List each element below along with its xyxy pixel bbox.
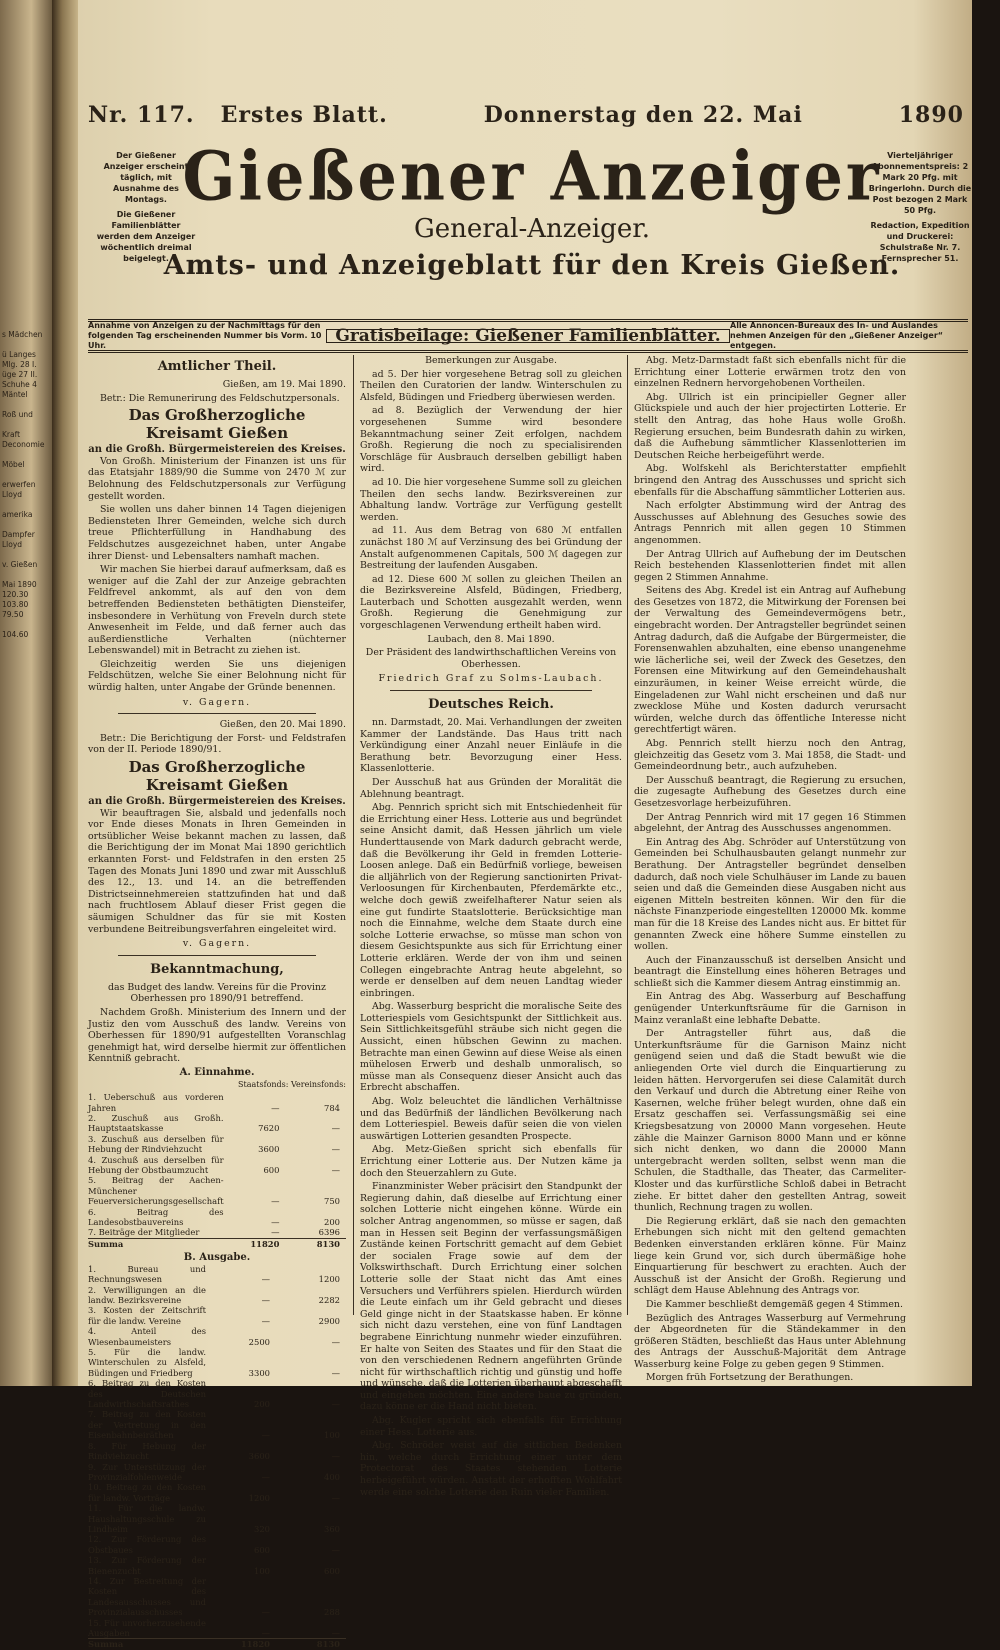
debate-paragraph: Der Antrag Pennrich wird mit 17 gegen 16 Stimmen abgelehnt, der Antrag des Ausschusses angenommen. xyxy=(634,811,906,835)
budget-row xyxy=(88,1155,346,1176)
budget-column-headers: Staatsfonds: Vereinsfonds: xyxy=(238,1079,346,1089)
article2-signature: v. Gagern. xyxy=(182,938,252,950)
budget-state-fund: — xyxy=(261,1628,270,1638)
article1-date: Gießen, am 19. Mai 1890. xyxy=(222,379,346,390)
budget-club-fund: 2900 xyxy=(318,1315,340,1326)
budget-state-fund: 200 xyxy=(254,1399,270,1410)
left-note-2: Die Gießener Familienblätter werden dem Anzeiger wöchentlich dreimal beigelegt. xyxy=(96,210,196,263)
article1-paragraph: Sie wollen uns daher binnen 14 Tagen diejenigen Bediensteten Ihrer Gemeinden, welche sich durch treue Pflichterfüllung in Handhabung des Feldschutzes ausgezeichnet haben, unter Angabe ihrer Dienst- und Lebensalters namhaft machen. xyxy=(88,504,346,562)
budget-item-label: 5. Für die landw. Winterschulen zu Alsfeld, Büdingen und Friedberg xyxy=(88,1347,206,1378)
budget-row xyxy=(88,1462,346,1483)
debate-paragraph: Abg. Ullrich ist ein principieller Gegner aller Glückspiele und auch der hier projectirten Lotterie. Er stellt den Antrag, das hohe Haus wolle Großh. Regierung ersuchen, beim Bundesrath dahin zu wirken, daß die Aufhebung sämmtlicher Klassenlotterien im Deutschen Reiche herbeigeführt werde. xyxy=(634,391,906,461)
right-note-1: Vierteljähriger Abonnementspreis: 2 Mark 20 Pfg. mit Bringerlohn. Durch die Post bezogen 2 Mark 50 Pfg. xyxy=(868,151,972,215)
article1-heading: Das Großherzogliche Kreisamt Gießen xyxy=(128,406,306,443)
budget-club-fund: 8130 xyxy=(276,1639,346,1650)
budget-state-fund: 3600 xyxy=(258,1144,280,1155)
budget-state-fund: — xyxy=(261,1430,270,1441)
article1-paragraph: Wir machen Sie hierbei darauf aufmerksam, daß es weniger auf die Zahl der zur Anzeige gebrachten Feldfrevel ankommt, als auf den von dem betreffenden Bediensteten bethätigten Diensteifer, insbesondere in Verhütung von Freveln durch stete Anwesenheit im Felde, und daß ferner auch das außerdienstliche Verhalten (nüchterner Lebenswandel) mit in Betracht zu ziehen ist. xyxy=(88,564,346,657)
info-bar xyxy=(88,319,968,353)
budget-club-fund: 8130 xyxy=(285,1238,346,1249)
budget-row xyxy=(88,1482,346,1503)
budget-state-fund: 100 xyxy=(254,1565,270,1576)
budget-row xyxy=(88,1264,346,1285)
budget-club-fund: 400 xyxy=(324,1471,340,1482)
left-note-1: Der Gießener Anzeiger erscheint täglich, mit Ausnahme des Montags. xyxy=(103,151,189,204)
budget-item-label: 9. Zur Unterstützung der Provinzialfohlenweide xyxy=(88,1461,206,1482)
reich-paragraph: Abg. Wasserburg bespricht die moralische Seite des Lotteriespiels vom Gesichtspunkt der Sittlichkeit aus. Sein Sittlichkeitsgefühl sträube sich nicht gegen die Aussicht, einen hübschen Gewinn zu machen. Betrachte man einen Gewinn auf diese Weise als einen mühelosen Erwerb und deshalb unmoralisch, so müsse man als Consequenz dieser Ansicht auch das Erbrecht abschaffen. xyxy=(360,1001,622,1094)
newspaper-title: Gießener Anzeiger xyxy=(182,137,882,216)
debate-paragraph: Der Antragsteller führt aus, daß die Unterkunftsräume für die Garnison Mainz nicht genügend seien und daß die Stadt bewußt wie die anliegenden Orte viel durch die Einquartierung zu leiden hätten. Hervorgerufen sei diese Calamität durch den Verkauf und durch die Abtretung einer Reihe von Kasernen, welche früher belegt wurden, ohne daß ein Ersatz geschaffen sei. Verfassungsmäßig sei eine Kriegsbesatzung von 20000 Mann vorgesehen. Heute zähle die Mainzer Garnison 8000 Mann und er könne sich nicht denken, wo dann die 20000 Mann untergebracht werden sollten, selbst wenn man die Schulen, die Stadthalle, das Theater, das Carmeliter-Kloster und das kurfürstliche Schloß dabei in Betracht ziehe. Er bittet daher den gestellten Antrag, soweit thunlich, Rechnung tragen zu wollen. xyxy=(634,1028,906,1214)
budget-row xyxy=(88,1207,346,1228)
budget-item-label: 12. Zur Förderung des Obstbaues xyxy=(88,1534,206,1555)
budget-row xyxy=(88,1347,346,1378)
column-1 xyxy=(88,355,346,1650)
newspaper-subtitle: General-Anzeiger. xyxy=(413,214,651,244)
budget-club-fund: 1200 xyxy=(318,1274,340,1285)
budget-state-fund: — xyxy=(261,1471,270,1482)
official-section-heading: Amtlicher Theil. xyxy=(157,359,277,374)
budget-row xyxy=(88,1534,346,1555)
budget-state-fund: — xyxy=(271,1216,280,1227)
debate-paragraph: Die Regierung erklärt, daß sie nach den gemachten Erhebungen sich nicht mit den geltend gemachten Bedenken einverstanden erklären könne. Für Mainz liege kein Grund vor, sich durch übermäßige hohe Einquartierung für beschwert zu erachten. Auch der Ausschuß ist der Ansicht der Großh. Regierung und schlägt dem Hause Ablehnung des Antrags vor. xyxy=(634,1215,906,1297)
article1-subheading: an die Großh. Bürgermeistereien des Kreises. xyxy=(88,444,346,456)
masthead-line xyxy=(88,95,976,135)
budget-state-fund: — xyxy=(271,1227,280,1238)
budget-club-fund: 2282 xyxy=(318,1295,340,1305)
reich-paragraph: Abg. Wolz beleuchtet die ländlichen Verhältnisse und das Bedürfniß der ländlichen Bevölkerung nach dem Lotteriespiel. Beweis dafür seien die von vielen auswärtigen Lotterien gesandten Prospecte. xyxy=(360,1096,622,1142)
ad-deadline-note: Annahme von Anzeigen zu der Nachmittags für den folgenden Tag erscheinenden Nummer bis Vorm. 10 Uhr. xyxy=(88,321,322,350)
budget-item-label: 13. Zur Förderung der Bienenzucht xyxy=(88,1555,206,1576)
remarks-heading: Bemerkungen zur Ausgabe. xyxy=(425,355,557,366)
budget-sum-row xyxy=(88,1238,346,1249)
announcement-paragraph: Nachdem Großh. Ministerium des Innern und der Justiz den vom Ausschuß des landw. Vereins von Oberhessen für 1890/91 aufgestellten Voranschlag genehmigt hat, wird derselbe hiermit zur öffentlichen Kenntniß gebracht. xyxy=(88,1006,346,1065)
budget-state-fund: — xyxy=(261,1295,270,1305)
budget-item-label: 14. Zur Bestreitung der Kosten des Landesausschusses und Provinzialausschusses xyxy=(88,1575,206,1618)
budget-club-fund: — xyxy=(331,1123,340,1134)
debate-paragraph: Der Ausschuß beantragt, die Regierung zu ersuchen, die zugesagte Aufhebung des Gesetzes durch eine Gesetzesvorlage herbeizuführen. xyxy=(634,774,906,809)
budget-club-fund: — xyxy=(331,1628,340,1638)
column-rule-1 xyxy=(353,355,354,1315)
budget-item-label: 6. Beitrag zu den Kosten des Deutschen Landwirthschaftsrathes xyxy=(88,1378,206,1410)
remarks-signature: Friedrich Graf zu Solms-Laubach. xyxy=(378,673,604,685)
article1-paragraph: Von Großh. Ministerium der Finanzen ist uns für das Etatsjahr 1889/90 die Summe von 2470 ℳ zur Belohnung des Feldschutzpersonals zur Verfügung gestellt worden. xyxy=(88,455,346,502)
budget-club-fund: 288 xyxy=(324,1607,340,1618)
income-table xyxy=(88,1092,346,1249)
budget-item-label: Summa xyxy=(88,1639,206,1650)
budget-club-fund: 100 xyxy=(324,1430,340,1441)
budget-state-fund: 7620 xyxy=(258,1123,280,1134)
budget-row xyxy=(88,1618,346,1639)
budget-club-fund: 200 xyxy=(324,1216,340,1227)
budget-state-fund: 2500 xyxy=(248,1336,270,1347)
reich-paragraph: nn. Darmstadt, 20. Mai. Verhandlungen der zweiten Kammer der Landstände. Das Haus tritt nach Verkündigung einer Anzahl neuer Einläufe in die Berathung betr. Bevorzugung einer Hess. Klassenlotterie. xyxy=(360,717,622,775)
issue-number: Nr. 117. xyxy=(88,102,195,128)
reich-paragraph: Abg. Kugler spricht sich ebenfalls für Errichtung einer Hess. Lotterie aus. xyxy=(360,1415,622,1438)
reich-section-heading: Deutsches Reich. xyxy=(428,697,554,713)
debate-paragraph: Auch der Finanzausschuß ist derselben Ansicht und beantragt die Einstellung eines höheren Betrages und schließt sich die Kammer diesem Antrag einstimmig an. xyxy=(634,954,906,989)
article2-date: Gießen, den 20. Mai 1890. xyxy=(219,719,346,731)
budget-row xyxy=(88,1576,346,1618)
sheet-label: Erstes Blatt. xyxy=(220,102,388,128)
remarks-date: Laubach, den 8. Mai 1890. xyxy=(427,633,555,645)
newspaper-page xyxy=(78,0,986,1650)
book-gutter xyxy=(52,0,78,1386)
expense-table xyxy=(88,1264,346,1650)
budget-row xyxy=(88,1134,346,1155)
budget-item-label: 7. Beiträge der Mitglieder xyxy=(88,1227,200,1238)
budget-club-fund: — xyxy=(331,1492,340,1503)
reich-paragraph: Abg. Metz-Gießen spricht sich ebenfalls für Errichtung einer Lotterie aus. Der Nutzen käme ja doch den Steuerzahlern zu Gute. xyxy=(360,1144,622,1179)
column-rule-2 xyxy=(627,355,628,1315)
article2-heading: Das Großherzogliche Kreisamt Gießen xyxy=(128,758,306,795)
left-page-fragments: s Mädchen ü Langes Mlg. 28 I. üge 27 II. Schuhe 4 Mäntel Roß und Kraft Deconomie Möbel erwerfen Lloyd amerika Dampfer Lloyd v. Gießen Mai 1890 120.30 103.80 79.50 104.60 xyxy=(2,330,45,639)
announcement-subheading: das Budget des landw. Vereins für die Provinz Oberhessen pro 1890/91 betreffend. xyxy=(108,981,326,1005)
budget-item-label: 3. Zuschuß aus derselben für Hebung der Rindviehzucht xyxy=(88,1133,224,1155)
debate-paragraph: Bezüglich des Antrages Wasserburg auf Vermehrung der Abgeordneten für die Ständekammer in den größeren Städten, beschließt das Haus unter Ablehnung des Antrags der Ausschuß-Majorität dem Antrage Wasserburg keine Folge zu geben gegen 9 Stimmen. xyxy=(634,1312,906,1370)
article1-subject: Betr.: Die Remunerirung des Feldschutzpersonals. xyxy=(100,392,340,404)
budget-item-label: 4. Anteil des Wiesenbaumeisters xyxy=(88,1326,206,1347)
budget-row xyxy=(88,1227,346,1238)
income-section-heading: A. Einnahme. xyxy=(179,1066,255,1078)
debate-paragraph: Abg. Pennrich stellt hierzu noch den Antrag, gleichzeitig das Gesetz vom 3. Mai 1858, die Stadt- und Gemeindeordnung betr., auch aufzuheben. xyxy=(634,738,906,773)
budget-state-fund: 11820 xyxy=(206,1639,276,1650)
budget-state-fund: 3600 xyxy=(248,1451,270,1462)
budget-state-fund: 320 xyxy=(254,1523,270,1534)
right-note-2: Redaction, Expedition und Druckerei: Schulstraße Nr. 7. Fernsprecher 51. xyxy=(870,221,970,263)
budget-club-fund: — xyxy=(331,1367,340,1378)
budget-row xyxy=(88,1503,346,1534)
budget-club-fund: — xyxy=(331,1544,340,1555)
budget-item-label: 10. Beitrag zu den Kosten für landw. Vorträge xyxy=(88,1482,206,1503)
remark-paragraph: ad 5. Der hier vorgesehene Betrag soll zu gleichen Theilen den Curatorien der landw. Winterschulen zu Alsfeld, Büdingen und Friedberg überwiesen werden. xyxy=(360,368,622,403)
expense-section-heading: B. Ausgabe. xyxy=(183,1252,251,1264)
budget-state-fund: — xyxy=(261,1274,270,1285)
separator xyxy=(390,690,592,691)
budget-club-fund: 600 xyxy=(324,1565,340,1576)
article1-paragraph: Gleichzeitig werden Sie uns diejenigen Feldschützen, welche Sie einer Belohnung nicht für würdig halten, unter Angabe der Gründe benennen. xyxy=(88,658,346,694)
debate-paragraph: Ein Antrag des Abg. Wasserburg auf Beschaffung genügender Unterkunftsräume für die Garnison in Mainz veranlaßt eine lebhafte Debatte. xyxy=(634,991,906,1026)
budget-row xyxy=(88,1175,346,1206)
article1-signature: v. Gagern. xyxy=(182,696,252,708)
budget-state-fund: — xyxy=(271,1102,280,1113)
budget-row xyxy=(88,1441,346,1462)
ad-bureaux-note: Alle Annoncen-Bureaux des In- und Auslandes nehmen Anzeigen für den „Gießener Anzeiger“ entgegen. xyxy=(730,321,944,350)
budget-item-label: 7. Beitrag zu den Kosten der Vertretung in den Eisenbahnbeiräthen xyxy=(88,1409,206,1441)
budget-state-fund: 1200 xyxy=(248,1492,270,1503)
budget-item-label: 2. Zuschuß aus Großh. Hauptstaatskasse xyxy=(88,1112,224,1134)
remark-paragraph: ad 10. Die hier vorgesehene Summe soll zu gleichen Theilen den sechs landw. Bezirksvereinen zur Abhaltung landw. Vorträge zur Verfügung gestellt werden. xyxy=(360,476,622,523)
debate-paragraph: Ein Antrag des Abg. Schröder auf Unterstützung von Gemeinden bei Schulhausbauten gelangt nunmehr zur Berathung. Der Antragsteller begründet denselben dadurch, daß noch viele Schulhäuser im Lande zu bauen seien und daß die Gemeinden diese Ausgaben nicht aus eigenen Mitteln bestreiten können. Wir den für die nächste Finanzperiode eingestellten 120000 Mk. komme man für die 18 Kreise des Landes nicht aus. Er bittet für genannten Zweck eine höhere Summe einstellen zu wollen. xyxy=(634,836,906,953)
debate-paragraph: Die Kammer beschließt demgemäß gegen 4 Stimmen. xyxy=(646,1298,903,1310)
budget-state-fund: — xyxy=(271,1196,280,1207)
budget-item-label: 5. Beitrag der Aachen-Münchener Feuerversicherungsgesellschaft xyxy=(88,1175,224,1207)
reich-paragraph: Der Ausschuß hat aus Gründen der Moralität die Ablehnung beantragt. xyxy=(360,777,622,800)
budget-item-label: 11. Für die landw. Haushaltungsschule zu Lindheim xyxy=(88,1503,206,1534)
budget-item-label: 1. Ueberschuß aus vorderen Jahren xyxy=(88,1092,224,1113)
budget-item-label: 4. Zuschuß aus derselben für Hebung der Obstbaumzucht xyxy=(88,1154,224,1175)
budget-club-fund: — xyxy=(331,1336,340,1347)
budget-state-fund: — xyxy=(261,1315,270,1326)
announcement-heading: Bekanntmachung, xyxy=(150,961,284,977)
budget-item-label: 8. Für Hebung der Rindviehzucht xyxy=(88,1440,206,1462)
budget-item-label: 3. Kosten der Zeitschrift für die landw. Vereine xyxy=(88,1305,206,1326)
remark-paragraph: ad 12. Diese 600 ℳ sollen zu gleichen Theilen an die Bezirksvereine Alsfeld, Büdingen, Friedberg, Lauterbach und Schotten ausgezahlt werden, wenn Großh. Regierung die Genehmigung zur vorgeschlagenen Verwendung ertheilt haben wird. xyxy=(360,573,622,632)
budget-row xyxy=(88,1113,346,1134)
budget-club-fund: — xyxy=(331,1451,340,1462)
budget-club-fund: 750 xyxy=(324,1196,340,1207)
budget-item-label: 2. Verwilligungen an die landw. Bezirksvereine xyxy=(88,1284,206,1305)
budget-club-fund: 6396 xyxy=(318,1227,340,1238)
budget-state-fund: 600 xyxy=(254,1544,270,1555)
budget-item-label: 1. Bureau und Rechnungswesen xyxy=(88,1263,206,1285)
budget-state-fund: 3300 xyxy=(248,1367,270,1378)
article2-subheading: an die Großh. Bürgermeistereien des Kreises. xyxy=(88,796,346,808)
debate-paragraph: Abg. Metz-Darmstadt faßt sich ebenfalls nicht für die Errichtung einer Lotterie erwärmen trotz den von einzelnen Rednern hervorgehobenen Vortheilen. xyxy=(634,355,906,390)
supplement-note: Gratisbeilage: Gießener Familienblätter. xyxy=(326,329,729,343)
budget-item-label: 15. Für unvorherzusehende Ausgaben xyxy=(88,1617,206,1638)
issue-date: Donnerstag den 22. Mai xyxy=(483,102,803,128)
budget-state-fund: 600 xyxy=(263,1164,280,1175)
article2-paragraph: Wir beauftragen Sie, alsbald und jedenfalls noch vor Ende dieses Monats in Ihren Gemeinden in ortsüblicher Weise bekannt machen zu lassen, daß die Berichtigung der im Monat Mai 1890 gerichtlich erkannten Forst- und Feldstrafen in den ersten 25 Tagen des Monats Juni 1890 und zwar mit Ausschluß des 12., 13. und 14. an die betreffenden Districtseinnehmereien stattzufinden hat und daß nach fruchtlosem Ablauf dieser Frist gegen die säumigen Schuldner das für sie mit Kosten verbundene Beitreibungsverfahren eingeleitet wird. xyxy=(88,807,346,935)
budget-sum-row xyxy=(88,1639,346,1650)
budget-row xyxy=(88,1305,346,1326)
column-3 xyxy=(634,355,906,1386)
title-block xyxy=(78,138,986,281)
debate-paragraph: Morgen früh Fortsetzung der Berathungen. xyxy=(646,1372,854,1384)
reich-paragraph: Finanzminister Weber präcisirt den Standpunkt der Regierung dahin, daß dieselbe auf Errichtung einer solchen Lotterie nicht eingehen könne. Würde ein solcher Antrag angenommen, so müsse er sagen, daß man in Hessen seit Beginn der verfassungsmäßigen Zustände keinen Fortschritt gemacht auf dem Gebiet der socialen Frage sowie auf dem der Volkswirthschaft. Durch Errichtung einer solchen Lotterie solle der Staat nicht das Amt eines Versuchers und Verführers spielen. Hierdurch würden die Leute einfach um ihr Geld gebracht und dieses Geld ginge nicht in der Staatskasse haben. Er könne sich nicht dazu verstehen, eine von fünf Landtagen begrabene Einrichtung nunmehr wieder einzuführen. Er halte von Seiten des Staates und für den Staat die von den verschiedenen Rednern angeführten Gründe nicht für wirthschaftlich richtig und günstig und hoffe und wünsche, daß die Lotterien überhaupt abgeschafft und eingehen möchten. Eine andere baue zu gründen, dazu könne er die Hand nicht bieten. xyxy=(360,1181,622,1413)
budget-row xyxy=(88,1326,346,1347)
budget-club-fund: 360 xyxy=(324,1523,340,1534)
debate-paragraph: Seitens des Abg. Kredel ist ein Antrag auf Aufhebung des Gesetzes von 1872, die Mitwirkung der Forensen bei der Verwaltung des Gemeindevermögens betr., eingebracht worden. Der Antragsteller begründet seinen Antrag dadurch, daß die Aufgabe der Bürgermeister, die Forensenwahlen abzuhalten, eine ebenso unangenehme wie lächerliche sei, weil der Zweck des Gesetzes, den Forensen eine Mitwirkung auf den Gemeindehaushalt einzuräumen, in keiner Weise erreicht würde, die Eingeladenen zur Wahl nicht erscheinen und daß nur zwecklose Mühe und Kosten dadurch verursacht würden, welche durch das öffentliche Interesse nicht gerechtfertigt wären. xyxy=(634,585,906,736)
reich-paragraph: Abg. Schröder weist auf die sittlichen Bedenken hin, welche durch Errichtung einer unter dem Protectorat des Staates stehenden Lotterie herbeigeführt würden. Anstatt der erhofften Wohlfahrt werde eine solche Lotterie den Ruin vieler Familien. xyxy=(360,1440,622,1498)
remark-paragraph: ad 11. Aus dem Betrag von 680 ℳ entfallen zunächst 180 ℳ auf Verzinsung des bei Gründung der Anstalt aufgenommenen Capitals, 500 ℳ dagegen zur Bestreitung der laufenden Ausgaben. xyxy=(360,525,622,572)
budget-club-fund: — xyxy=(331,1399,340,1410)
separator xyxy=(118,955,316,956)
debate-paragraph: Abg. Wolfskehl als Berichterstatter empfiehlt bringend den Antrag des Ausschusses und spricht sich ebenfalls für die Abschaffung sämmtlicher Lotterien aus. xyxy=(634,463,906,498)
remark-paragraph: ad 8. Bezüglich der Verwendung der hier vorgesehenen Summe wird besondere Bekanntmachung seiner Zeit erfolgen, nachdem Großh. Regierung die noch zu specialisirenden Vorschläge für Ausbrauch derselben gebilligt haben wird. xyxy=(360,405,622,475)
budget-club-fund: — xyxy=(331,1164,340,1175)
budget-club-fund: 784 xyxy=(324,1102,340,1113)
budget-row xyxy=(88,1285,346,1306)
newspaper-tagline: Amts- und Anzeigeblatt für den Kreis Gießen. xyxy=(163,250,901,281)
reich-paragraph: Abg. Pennrich spricht sich mit Entschiedenheit für die Errichtung einer Hess. Lotterie aus und begründet seine Ansicht damit, daß Hessen jährlich um viele Hunderttausende von Mark dadurch gebracht werde, daß die Bevölkerung ihr Geld in fremden Lotterie-Loosen anlege. Daß ein Bedürfniß vorliege, beweisen die alljährlich von der Regierung sanctionirten Privat-Verloosungen für Kirchenbauten, Pferdemärkte etc., welche doch gewiß zweifelhafterer Natur seien als eine gut fundirte Staatslotterie. Berücksichtige man noch die Einnahme, welche dem Staate durch eine solche Lotterie erwachse, so müsse man schon von diesem Gesichtspunkte aus sich für Errichtung einer Lotterie erklären. Werde der von ihm und seinen Collegen eingebrachte Antrag heute abgelehnt, so werde er denselben auf dem neuen Landtag wieder einbringen. xyxy=(360,802,622,999)
budget-row xyxy=(88,1378,346,1409)
left-page-edge xyxy=(0,0,52,1386)
debate-paragraph: Der Antrag Ullrich auf Aufhebung der im Deutschen Reich bestehenden Klassenlotterien findet mit allen gegen 2 Stimmen Annahme. xyxy=(634,548,906,583)
budget-state-fund: — xyxy=(261,1607,270,1618)
budget-club-fund: — xyxy=(331,1144,340,1155)
budget-state-fund: 11820 xyxy=(224,1238,286,1249)
debate-paragraph: Nach erfolgter Abstimmung wird der Antrag des Ausschusses auf Ablehnung des Gesuches sowie des Antrags Pennrich mit allen gegen 10 Stimmen angenommen. xyxy=(634,500,906,546)
separator xyxy=(118,713,316,714)
budget-row xyxy=(88,1555,346,1576)
article2-subject: Betr.: Die Berichtigung der Forst- und Feldstrafen von der II. Periode 1890/91. xyxy=(88,732,346,756)
remarks-organisation: Der Präsident des landwirthschaftlichen Vereins von Oberhessen. xyxy=(365,647,617,670)
issue-year: 1890 xyxy=(898,102,964,128)
budget-item-label: 6. Beitrag des Landesobstbauvereins xyxy=(88,1206,224,1227)
budget-row xyxy=(88,1409,346,1440)
column-2 xyxy=(360,355,622,1500)
budget-row xyxy=(88,1092,346,1113)
budget-item-label: Summa xyxy=(88,1238,224,1249)
